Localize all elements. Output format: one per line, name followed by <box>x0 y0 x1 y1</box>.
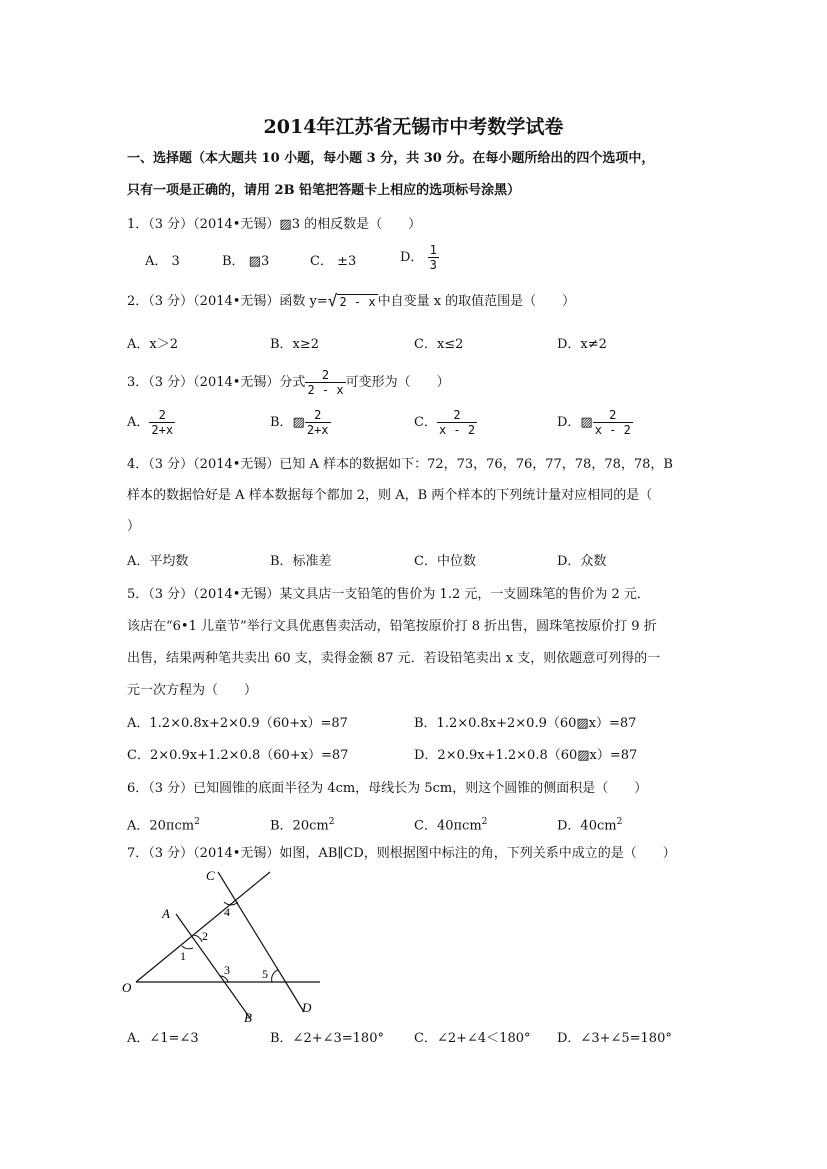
q5-stem-line4: 元一次方程为（ ） <box>127 683 258 698</box>
q7-option-d: D．∠3+∠5=180° <box>557 1031 672 1046</box>
q3-fraction: $\frac{2}{2 - x}$ <box>307 368 344 397</box>
q4-option-b: B．标准差 <box>270 554 332 569</box>
q5-option-b: B．1.2×0.8x+2×0.9（60▨x）=87 <box>414 716 637 731</box>
q5-option-a: A．1.2×0.8x+2×0.9（60+x）=87 <box>127 716 348 731</box>
label-C: C <box>206 868 215 883</box>
figure-line-oblique <box>136 872 270 982</box>
q4-option-c: C．中位数 <box>414 554 476 569</box>
q5-option-c: C．2×0.9x+1.2×0.8（60+x）=87 <box>127 748 349 763</box>
section-heading-line1: 一、选择题（本大题共 10 小题，每小题 3 分，共 30 分。在每小题所给出的四个选项中， <box>127 151 655 166</box>
q6-option-c: C．40πcm$^2$ <box>414 817 488 834</box>
label-B: B <box>244 1010 252 1025</box>
q7-option-c: C．∠2+∠4＜180° <box>414 1031 531 1046</box>
angle-arc-5 <box>272 970 278 982</box>
q2-stem: 2．（3 分）（2014•无锡）函数 y=√ 2 - x 中自变量 x 的取值范围是（ ） <box>127 291 576 310</box>
q6-option-d: D．$40cm^2$ <box>557 817 623 834</box>
q6-option-a: A．20πcm$^2$ <box>127 817 200 834</box>
q1-option-d <box>400 243 439 272</box>
q5-stem-line1: 5．（3 分）（2014•无锡）某文具店一支铅笔的售价为 1.2 元，一支圆珠笔的售价为 2 元． <box>127 587 650 602</box>
label-angle-2: 2 <box>202 929 208 943</box>
q5-stem-line2: 该店在“6•1 儿童节”举行文具优惠售卖活动，铅笔按原价打 8 折出售，圆珠笔按原价打 9 折 <box>127 619 657 634</box>
label-O: O <box>122 980 132 995</box>
q5-stem-line3: 出售，结果两种笔共卖出 60 支，卖得金额 87 元．若设铅笔卖出 x 支，则依题意可列得的一 <box>127 651 661 666</box>
q1-stem: 1．（3 分）（2014•无锡）▨3 的相反数是（ ） <box>127 217 422 232</box>
q2-option-a: A．x＞2 <box>127 337 178 352</box>
q1-option-b: B． ▨3 <box>222 254 270 269</box>
label-angle-5: 5 <box>262 967 268 981</box>
q4-stem-line3: ） <box>127 519 141 534</box>
page-title: 2014年江苏省无锡市中考数学试卷 <box>263 116 564 138</box>
q1-option-d-label: D． <box>400 250 424 265</box>
q1-option-c: C． ±3 <box>310 254 357 269</box>
q4-option-d: D．众数 <box>557 554 607 569</box>
q7-figure <box>120 866 320 1026</box>
q7-stem: 7．（3 分）（2014•无锡）如图，AB∥CD，则根据图中标注的角，下列关系中成立的是（ ） <box>127 846 676 861</box>
q3-option-b: B．▨ $\frac{2}{2+x}$ <box>270 408 329 437</box>
q6-option-b: B．$20cm^2$ <box>270 817 335 834</box>
q2-option-b: B．x≥2 <box>270 337 320 352</box>
figure-line-ab <box>176 914 250 1018</box>
q2-option-c: C．x≤2 <box>414 337 464 352</box>
section-heading-line2: 只有一项是正确的，请用 2B 铅笔把答题卡上相应的选项标号涂黑） <box>127 183 521 198</box>
label-D: D <box>302 1000 312 1015</box>
q6-stem: 6．（3 分）已知圆锥的底面半径为 4cm，母线长为 5cm，则这个圆锥的侧面积是（ ） <box>127 781 648 796</box>
q3-option-d: D．▨ $\frac{2}{x - 2}$ <box>557 408 631 437</box>
q2-option-d: D．x≠2 <box>557 337 607 352</box>
angle-arc-2 <box>193 935 202 942</box>
q4-option-a: A．平均数 <box>127 554 189 569</box>
q7-option-b: B．∠2+∠3=180° <box>270 1031 384 1046</box>
q1-option-d-fraction: $\frac{1}{3}$ <box>429 243 437 272</box>
q3-option-c: C． $\frac{2}{x - 2}$ <box>414 408 476 437</box>
label-A: A <box>162 906 170 921</box>
q3-option-a: A． $\frac{2}{2+x}$ <box>127 408 174 437</box>
q2-radical: √ 2 - x <box>327 291 376 310</box>
label-angle-4: 4 <box>224 905 230 919</box>
label-angle-1: 1 <box>180 949 186 963</box>
q4-stem-line2: 样本的数据恰好是 A 样本数据每个都加 2，则 A，B 两个样本的下列统计量对应相同的是（ <box>127 488 653 503</box>
label-angle-3: 3 <box>224 963 230 977</box>
q7-option-a: A．∠1=∠3 <box>127 1031 199 1046</box>
q1-option-a: A． 3 <box>145 254 180 269</box>
q3-stem: 3．（3 分）（2014•无锡）分式 $\frac{2}{2 - x}$ 可变形为（ ） <box>127 368 450 397</box>
q4-stem-line1: 4．（3 分）（2014•无锡）已知 A 样本的数据如下：72，73，76，76，77，78，78，78，B <box>127 457 673 472</box>
q5-option-d: D．2×0.9x+1.2×0.8（60▨x）=87 <box>414 748 638 763</box>
